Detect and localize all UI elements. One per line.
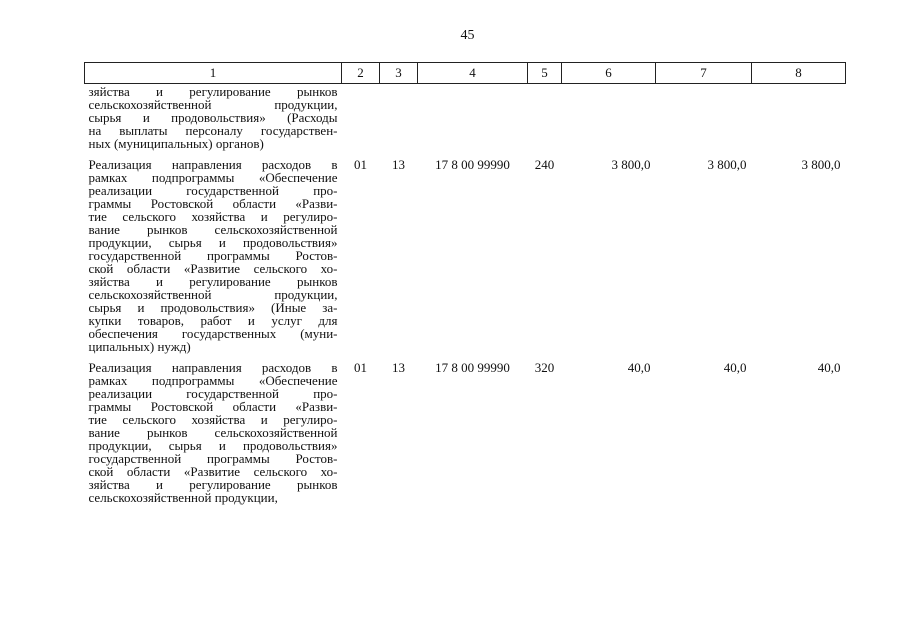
description-line: ской области «Развитие сельского хо- bbox=[88, 464, 338, 479]
description-line: рамках подпрограммы «Обеспечение bbox=[88, 373, 338, 388]
row-description bbox=[85, 84, 342, 151]
description-line: рамках подпрограммы «Обеспечение bbox=[88, 170, 338, 185]
description-line: ской области «Развитие сельского хо- bbox=[88, 261, 338, 276]
description-line: Реализация направления расходов в bbox=[88, 157, 338, 172]
description-line: сырья и продовольствия» (Иные за- bbox=[88, 300, 338, 315]
table-header-row bbox=[85, 63, 846, 84]
description-line: сельскохозяйственной продукции, bbox=[88, 287, 338, 302]
description-line: продукции, сырья и продовольствия» bbox=[88, 235, 338, 250]
description-line: купки товаров, работ и услуг для bbox=[88, 313, 338, 328]
cell-target-article: 17 8 00 99990 bbox=[435, 157, 510, 172]
description-line: граммы Ростовской области «Разви- bbox=[88, 399, 338, 414]
cell-amount-year-1: 3 800,0 bbox=[611, 157, 651, 172]
header-col-1: 1 bbox=[85, 63, 342, 84]
cell-amount-year-2: 40,0 bbox=[723, 360, 747, 375]
description-line: на выплаты персоналу государствен- bbox=[88, 123, 338, 138]
description-line: тие сельского хозяйства и регулиро- bbox=[88, 209, 338, 224]
cell-expense-type: 240 bbox=[534, 157, 555, 172]
cell-expense-type bbox=[528, 84, 562, 151]
description-line: вание рынков сельскохозяйственной bbox=[88, 222, 338, 237]
description-line: Реализация направления расходов в bbox=[88, 360, 338, 375]
budget-table bbox=[84, 62, 846, 504]
description-line: реализации государственной про- bbox=[88, 183, 338, 198]
row-description bbox=[85, 353, 342, 504]
table-row bbox=[85, 353, 846, 504]
cell-amount-year-3: 40,0 bbox=[817, 360, 841, 375]
cell-subsection: 13 bbox=[392, 360, 405, 375]
cell-amount-year-1: 40,0 bbox=[627, 360, 651, 375]
cell-section: 01 bbox=[354, 157, 367, 172]
cell-subsection bbox=[380, 84, 418, 151]
header-col-8: 8 bbox=[752, 63, 846, 84]
description-line: граммы Ростовской области «Разви- bbox=[88, 196, 338, 211]
description-line: ципальных) нужд) bbox=[88, 339, 191, 354]
description-line: сельскохозяйственной продукции, bbox=[88, 97, 338, 112]
description-line: продукции, сырья и продовольствия» bbox=[88, 438, 338, 453]
cell-target-article bbox=[418, 84, 528, 151]
header-col-5: 5 bbox=[528, 63, 562, 84]
description-line: государственной программы Ростов- bbox=[88, 451, 338, 466]
cell-amount-year-2 bbox=[656, 84, 752, 151]
description-line: обеспечения государственных (муни- bbox=[88, 326, 338, 341]
description-line: сырья и продовольствия» (Расходы bbox=[88, 110, 338, 125]
cell-subsection: 13 bbox=[392, 157, 405, 172]
page-number: 45 bbox=[460, 28, 475, 43]
description-line: зяйства и регулирование рынков bbox=[88, 274, 338, 289]
description-line: тие сельского хозяйства и регулиро- bbox=[88, 412, 338, 427]
cell-expense-type: 320 bbox=[534, 360, 555, 375]
cell-section bbox=[342, 84, 380, 151]
cell-target-article: 17 8 00 99990 bbox=[435, 360, 510, 375]
header-col-3: 3 bbox=[380, 63, 418, 84]
description-line: зяйства и регулирование рынков bbox=[88, 84, 338, 99]
header-col-7: 7 bbox=[656, 63, 752, 84]
header-col-4: 4 bbox=[418, 63, 528, 84]
cell-amount-year-3 bbox=[752, 84, 846, 151]
header-col-2: 2 bbox=[342, 63, 380, 84]
description-line: сельскохозяйственной продукции, bbox=[88, 490, 278, 505]
cell-amount-year-2: 3 800,0 bbox=[707, 157, 747, 172]
description-line: вание рынков сельскохозяйственной bbox=[88, 425, 338, 440]
header-col-6: 6 bbox=[562, 63, 656, 84]
cell-amount-year-1 bbox=[562, 84, 656, 151]
description-line: зяйства и регулирование рынков bbox=[88, 477, 338, 492]
table-row bbox=[85, 150, 846, 353]
description-line: ных (муниципальных) органов) bbox=[88, 136, 264, 151]
table-row bbox=[85, 84, 846, 151]
row-description bbox=[85, 150, 342, 353]
cell-amount-year-3: 3 800,0 bbox=[801, 157, 841, 172]
description-line: реализации государственной про- bbox=[88, 386, 338, 401]
description-line: государственной программы Ростов- bbox=[88, 248, 338, 263]
cell-section: 01 bbox=[354, 360, 367, 375]
